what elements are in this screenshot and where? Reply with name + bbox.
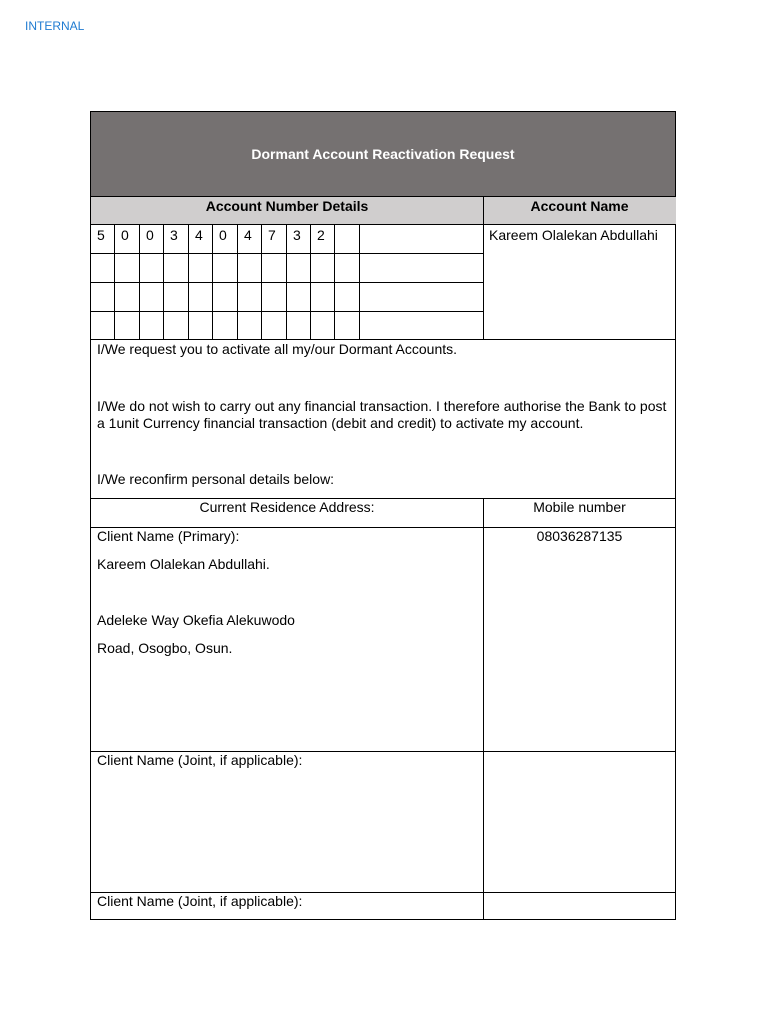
grid-line (91, 282, 483, 283)
account-digit: 7 (268, 227, 276, 243)
account-digit: 0 (121, 227, 129, 243)
address-header: Current Residence Address: (199, 499, 375, 515)
authorise-statement: I/We do not wish to carry out any financial transaction. I therefore authorise the Bank to post a 1unit Currency financial transaction (debit and credit) to activate my account. (97, 398, 667, 431)
grid-line (91, 311, 483, 312)
account-digit: 0 (219, 227, 227, 243)
address-line-2: Road, Osogbo, Osun. (97, 640, 233, 656)
primary-client-label: Client Name (Primary): (97, 528, 240, 544)
grid-line (359, 225, 360, 339)
joint-client-label: Client Name (Joint, if applicable): (97, 752, 303, 768)
account-digit: 0 (146, 227, 154, 243)
grid-line (334, 225, 335, 339)
mobile-number-value: 08036287135 (536, 528, 623, 544)
grid-line (483, 197, 484, 339)
grid-line (91, 339, 675, 340)
request-statement: I/We request you to activate all my/our Dormant Accounts. (97, 341, 458, 357)
reactivation-form (90, 111, 676, 920)
account-digit: 2 (317, 227, 325, 243)
address-line-1: Adeleke Way Okefia Alekuwodo (97, 612, 295, 628)
account-digit: 4 (244, 227, 252, 243)
account-number-header: Account Number Details (91, 197, 483, 225)
account-digit: 5 (97, 227, 105, 243)
mobile-header: Mobile number (533, 499, 626, 515)
account-digit: 3 (170, 227, 178, 243)
account-digit: 3 (293, 227, 301, 243)
account-name-value: Kareem Olalekan Abdullahi (489, 227, 658, 243)
account-name-header: Account Name (483, 197, 676, 225)
form-title: Dormant Account Reactivation Request (91, 112, 675, 197)
internal-classification-label: INTERNAL (25, 19, 85, 33)
reconfirm-statement: I/We reconfirm personal details below: (97, 471, 335, 487)
primary-client-name: Kareem Olalekan Abdullahi. (97, 556, 270, 572)
grid-line (483, 498, 484, 920)
account-digit: 4 (195, 227, 203, 243)
joint-client-label: Client Name (Joint, if applicable): (97, 893, 303, 909)
